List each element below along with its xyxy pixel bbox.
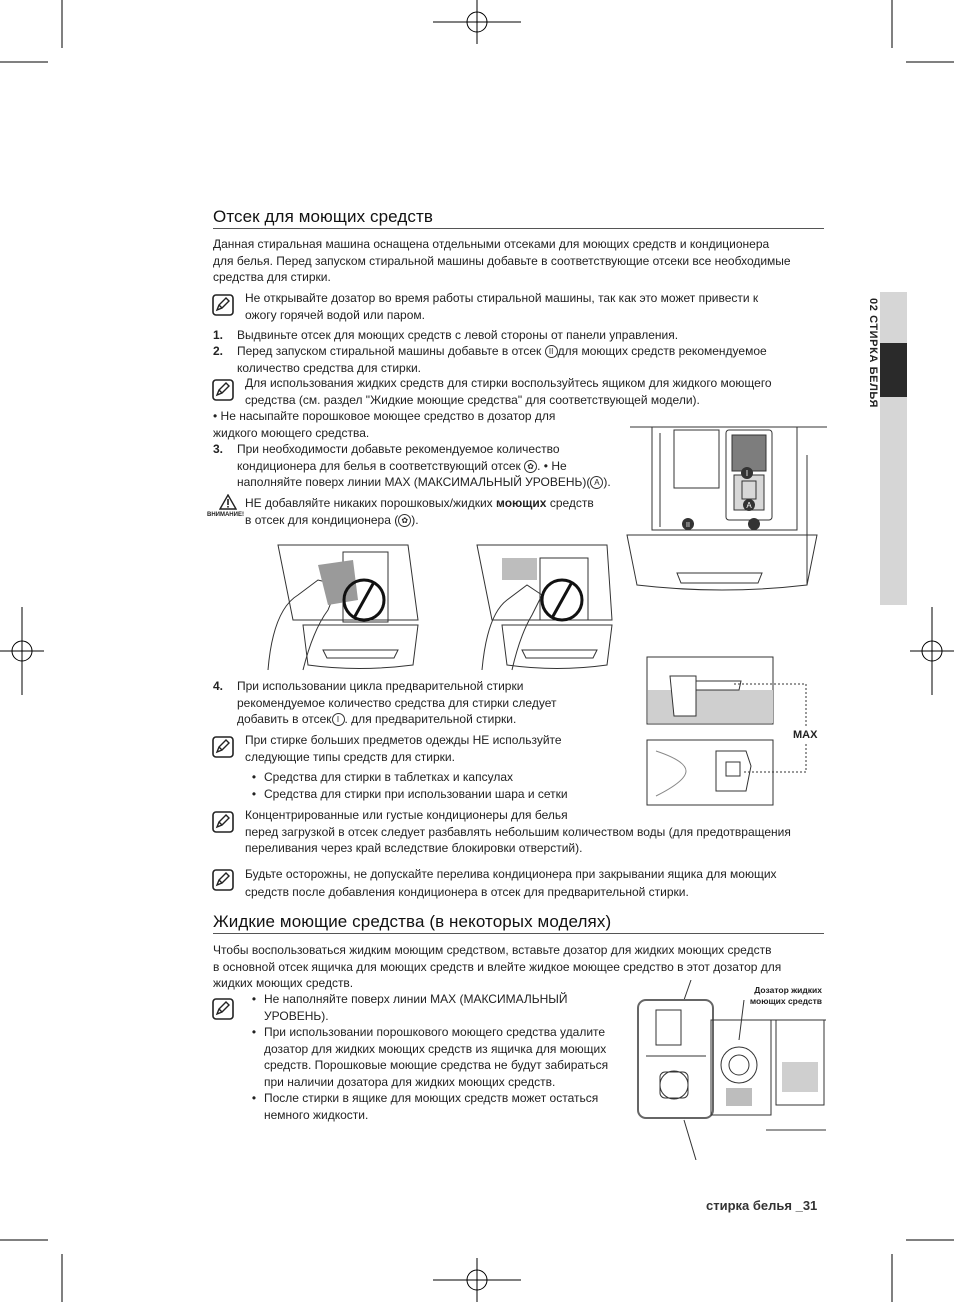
caution-text: НЕ добавляйте никаких порошковых/жидких моющих средств в отсек для кондиционера ( ✿ ). <box>245 496 594 527</box>
hand-powder-illustration <box>258 540 423 672</box>
note-overflow: Будьте осторожны, не допускайте перелива кондиционера при закрывании ящика для моющих средств после добавления кондиционера в отсек для предварительной стирки. <box>245 867 777 899</box>
side-tab-bar <box>880 292 907 605</box>
softener-icon: ✿ <box>398 514 411 527</box>
compartment-i-icon: I <box>332 713 345 726</box>
svg-text:II: II <box>686 522 690 529</box>
drawer-marker-i <box>741 467 753 479</box>
drawer-marker-ii <box>682 518 694 530</box>
note-pencil-icon <box>212 998 234 1020</box>
caution-label: ВНИМАНИЕ! <box>207 512 244 518</box>
page-footer: стирка белья _31 <box>706 1198 818 1213</box>
note-pencil-icon <box>212 294 234 316</box>
list-item: • Средства для стирки при использовании шара и сетки <box>251 786 568 801</box>
liquid-bullets: • Не наполняйте поверх линии MAX (МАКСИМАЛЬНЫЙ УРОВЕНЬ). • При использовании порошкового моющего средства удалите дозатор для жидких моющих средств из ящичка для моющих средств. Порошковые моющие средства не будут забираться при наличии дозатора для жидких моющих средств. • После стирки в ящике для моющих средств может остаться немного жидкости. <box>244 991 634 1123</box>
warning-powder: • Не насыпайте порошковое моющее средство в дозатор для жидкого моющего средства. <box>213 409 556 440</box>
list-item: • Средства для стирки в таблетках и капсулах <box>251 770 513 784</box>
step-1: 1. Выдвиньте отсек для моющих средств с левой стороны от панели управления. <box>213 328 679 342</box>
list-item: • Не наполняйте поверх линии MAX (МАКСИМАЛЬНЫЙ <box>251 992 568 1006</box>
note-large-items: При стирке больших предметов одежды НЕ используйте следующие типы средств для стирки. <box>245 733 562 764</box>
side-tab-label: 02 СТИРКА БЕЛЬЯ <box>867 298 879 408</box>
note-pencil-icon <box>212 736 234 758</box>
note-hot-water: Не открывайте дозатор во время работы стиральной машины, так как это может привести к ожогу горячей водой или паром. <box>245 291 759 322</box>
note-liquid-drawer: Для использования жидких средств для стирки воспользуйтесь ящиком для жидкого моющего средства (см. раздел "Жидкие моющие средства" для соответствующей модели). <box>245 376 772 407</box>
intro-paragraph: Данная стиральная машина оснащена отдельными отсеками для моющих средств и кондиционера для белья. Перед запуском стиральной машины добавьте в соответствующие отсеки все необходимые средства для стирки. <box>213 237 791 284</box>
svg-text:I: I <box>745 469 749 478</box>
drawer-illustration <box>622 425 827 610</box>
list-item: • При использовании порошкового моющего средства удалите <box>251 1025 606 1039</box>
liquid-dispenser-illustration <box>636 980 826 1160</box>
dispenser-label: Дозатор жидких моющих средств <box>749 985 822 1006</box>
marker-a-icon: A <box>590 476 603 489</box>
hand-liquid-illustration <box>462 540 627 672</box>
section-title-detergent: Отсек для моющих средств <box>213 207 433 226</box>
section-title-liquid: Жидкие моющие средства (в некоторых моделях) <box>213 912 612 931</box>
liquid-intro: Чтобы воспользоваться жидким моющим средством, вставьте дозатор для жидких моющих средств в основной отсек ящичка для моющих средств и влейте жидкое моющее средство в этот дозатор для жидких моющих средств. <box>213 943 782 990</box>
note-pencil-icon <box>212 379 234 401</box>
drawer-marker-a <box>743 499 755 511</box>
title-rule <box>213 228 824 229</box>
step-2: 2. Перед запуском стиральной машины добавьте в отсек II для моющих средств рекомендуемое количество средства для стирки. <box>213 344 767 375</box>
step-4: 4. При использовании цикла предварительной стирки рекомендуемое количество средства для стирки следует добавить в отсек I . для предварительной стирки. <box>213 679 557 726</box>
list-item: • После стирки в ящике для моющих средств может остаться <box>251 1091 599 1105</box>
bullet-list-detergents <box>244 769 624 802</box>
note-pencil-icon <box>212 811 234 833</box>
note-concentrated: Концентрированные или густые кондиционеры для белья перед загрузкой в отсек следует разбавлять небольшим количеством воды (для предотвращения переливания через край вследствие блокировки отверстий). <box>245 808 791 855</box>
svg-text:A: A <box>746 501 752 510</box>
softener-icon: ✿ <box>524 460 537 473</box>
compartment-ii-icon: II <box>545 345 558 358</box>
side-tab-marker <box>880 343 907 397</box>
drawer-softener-icon <box>748 518 760 530</box>
note-pencil-icon <box>212 869 234 891</box>
title-rule <box>213 933 824 934</box>
max-label: MAX <box>793 729 818 741</box>
caution-triangle-icon <box>219 494 237 510</box>
step-3: 3. При необходимости добавьте рекомендуемое количество кондиционера для белья в соответствующий отсек ✿ . • Не наполняйте поверх линии MAX (МАКСИМАЛЬНЫЙ УРОВЕНЬ)( A ). <box>213 442 611 489</box>
